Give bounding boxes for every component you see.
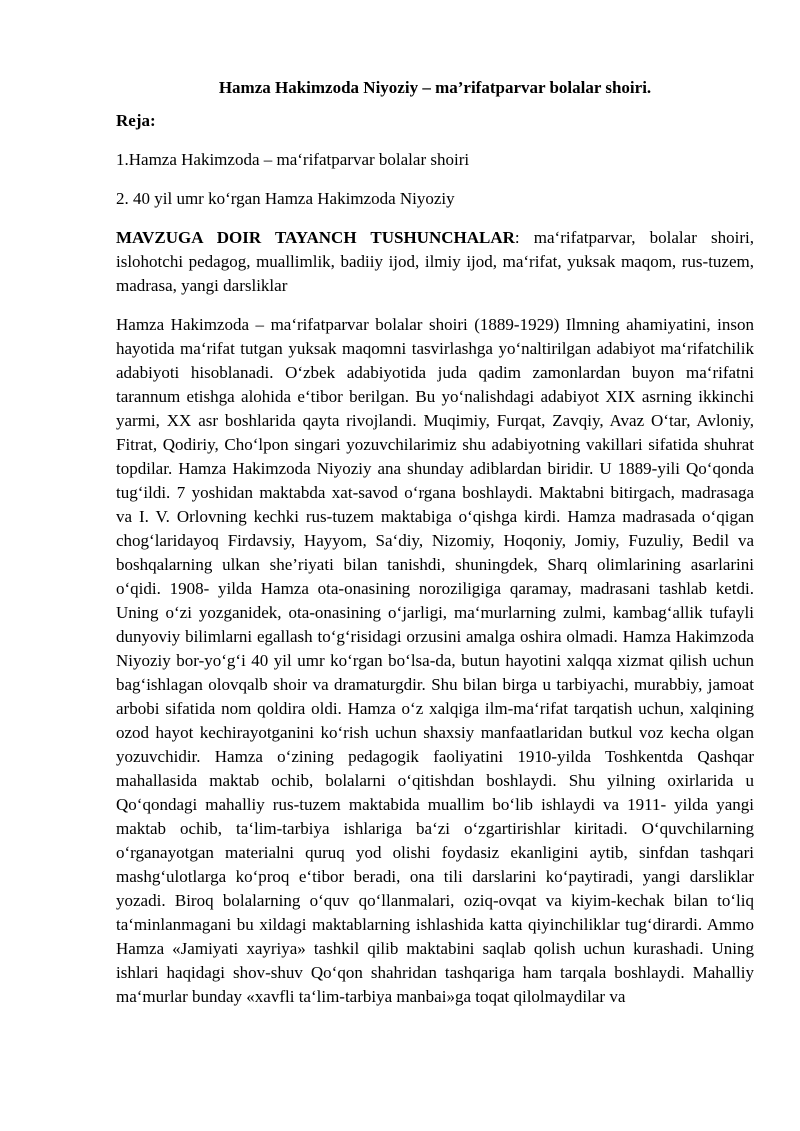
plan-item-1: 1.Hamza Hakimzoda – ma‘rifatparvar bolalar shoiri [116, 150, 470, 169]
plan-item-2: 2. 40 yil umr ko‘rgan Hamza Hakimzoda Niyoziy [116, 189, 455, 208]
document-page [116, 76, 754, 1009]
document-title: Hamza Hakimzoda Niyoziy – ma’rifatparvar bolalar shoiri. [218, 78, 652, 97]
key-concepts-heading: MAVZUGA DOIR TAYANCH TUSHUNCHALAR [116, 228, 515, 247]
key-concepts-paragraph [116, 226, 754, 298]
plan-heading: Reja: [116, 111, 156, 130]
body-paragraph: Hamza Hakimzoda – ma‘rifatparvar bolalar shoiri (1889-1929) Ilmning ahamiyatini, inson hayotida ma‘rifat tutgan yuksak maqomni tasvirlashga yo‘naltirilgan adabiyot ma‘rifatchilik adabiyoti hisoblanadi. O‘zbek adabiyotida juda qadim zamonlardan buyon ma‘rifatni tarannum etishga alohida e‘tibor berilgan. Bu yo‘nalishdagi adabiyot XIX asrning ikkinchi yarmi, XX asr boshlarida qayta rivojlandi. Muqimiy, Furqat, Zavqiy, Avaz O‘tar, Avloniy, Fitrat, Qodiriy, Cho‘lpon singari yozuvchilarimiz shu adabiyotning vakillari sifatida shuhrat topdilar. Hamza Hakimzoda Niyoziy ana shunday adiblardan biridir. U 1889-yili Qo‘qonda tug‘ildi. 7 yoshidan maktabda xat-savod o‘rgana boshlaydi. Maktabni bitirgach, madrasaga va I. V. Orlovning kechki rus-tuzem maktabiga o‘qishga kirdi. Hamza madrasada o‘qigan chog‘laridayoq Firdavsiy, Hayyom, Sa‘diy, Nizomiy, Hoqoniy, Jomiy, Fuzuliy, Bedil va boshqalarning ulkan she’riyati bilan tanishdi, shuningdek, Sharq olimlarining asarlarini o‘qidi. 1908- yilda Hamza ota-onasining noroziligiga qaramay, madrasani tashlab ketdi. Uning o‘zi yozganidek, ota-onasining o‘jarligi, ma‘murlarning zulmi, kambag‘allik tufayli dunyoviy bilimlarni egallash to‘g‘risidagi orzusini amalga oshira olmadi. Hamza Hakimzoda Niyoziy bor-yo‘g‘i 40 yil umr ko‘rgan bo‘lsa-da, butun hayotini xalqqa xizmat qilish uchun bag‘ishlagan olovqalb shoir va dramaturgdir. Shu bilan birga u tarbiyachi, murabbiy, jamoat arbobi sifatida nom qoldira oldi. Hamza o‘z xalqiga ilm-ma‘rifat tarqatish uchun, xalqining ozod hayot kechirayotganini ko‘rish uchun shaxsiy manfaatlaridan butkul voz kecha olgan yozuvchidir. Hamza o‘zining pedagogik faoliyatini 1910-yilda Toshkentda Qashqar mahallasida maktab ochib, bolalarni o‘qitishdan boshlaydi. Shu yilning oxirlarida u Qo‘qondagi mahalliy rus-tuzem maktabida muallim bo‘lib ishlaydi va 1911- yilda yangi maktab ochib, ta‘lim-tarbiya ishlariga ba‘zi o‘zgartirishlar kiritadi. O‘quvchilarning o‘rganayotgan materialni quruq yod olishi foydasiz ekanligini aytib, sinfdan tashqari mashg‘ulotlarga ko‘proq e‘tibor beradi, ona tili darslarini ko‘paytiradi, yangi darsliklar yozadi. Biroq bolalarning o‘quv qo‘llanmalari, oziq-ovqat va kiyim-kechak bilan to‘liq ta‘minlanmagani bu xildagi maktablarning ishlashida katta qiyinchiliklar tug‘dirardi. Ammo Hamza «Jamiyati xayriya» tashkil qilib maktabini saqlab qolish uchun kurashadi. Uning ishlari haqidagi shov-shuv Qo‘qon shahridan tashqariga ham tarqala boshlaydi. Mahalliy ma‘murlar bunday «xavfli ta‘lim-tarbiya manbai»ga toqat qilolmaydilar va [116, 315, 754, 1006]
key-concepts-list: : ma‘rifatparvar, bolalar shoiri, islohotchi pedagog, muallimlik, badiiy ijod, ilmiy ijod, ma‘rifat, yuksak maqom, rus-tuzem, madrasa, yangi darsliklar [116, 228, 754, 295]
